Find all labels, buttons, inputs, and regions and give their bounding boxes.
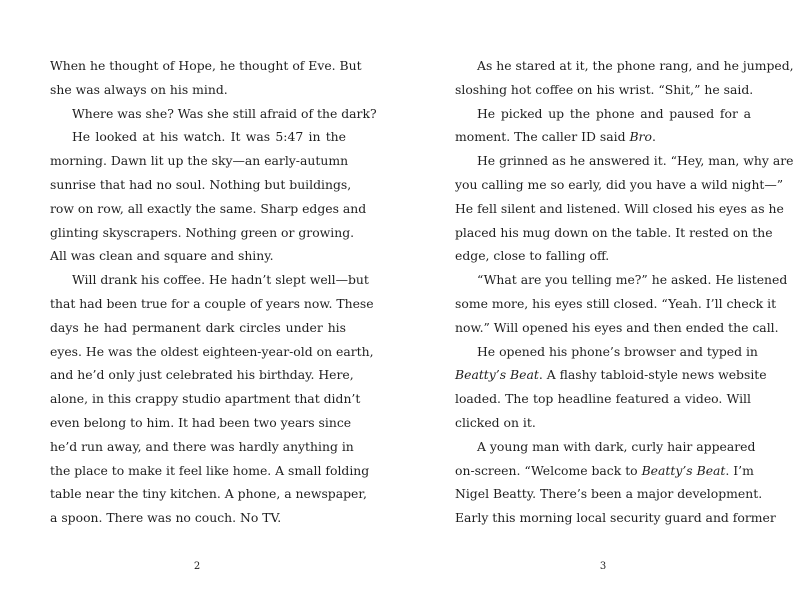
text-line: sloshing hot coffee on his wrist. “Shit,” he said. xyxy=(455,81,754,97)
text-line: she was always on his mind. xyxy=(50,81,228,97)
text-line: He opened his phone’s browser and typed in xyxy=(477,343,758,359)
caller-id-name: Bro xyxy=(629,129,652,145)
text-line: He fell silent and listened. Will closed his eyes as he xyxy=(455,200,784,216)
text-line: As he stared at it, the phone rang, and he jumped, xyxy=(477,58,794,73)
text-line: alone, in this crappy studio apartment that didn’t xyxy=(50,391,361,407)
text-line: table near the tiny kitchen. A phone, a newspaper, xyxy=(50,486,367,502)
text-line: Where was she? Was she still afraid of the dark? xyxy=(72,105,377,121)
text-line: even belong to him. It had been two years since xyxy=(50,414,352,430)
website-name: Beatty’s Beat xyxy=(641,462,726,478)
text-line: edge, close to falling off. xyxy=(455,248,610,264)
text-line: glinting skyscrapers. Nothing green or growing. xyxy=(50,224,355,240)
text-line: moment. The caller ID said Bro. xyxy=(455,129,656,145)
website-name: Beatty’s Beat xyxy=(455,367,539,383)
text-line: sunrise that had no soul. Nothing but buildings, xyxy=(50,176,352,192)
text-line: on-screen. “Welcome back to Beatty’s Beat. I’m xyxy=(455,462,754,478)
text-line: some more, his eyes still closed. “Yeah. I’ll check it xyxy=(455,295,777,311)
page-number: 2 xyxy=(193,561,201,572)
text-line: that had been true for a couple of years now. These xyxy=(50,295,374,311)
text-line: Nigel Beatty. There’s been a major development. xyxy=(455,486,763,502)
text-line: loaded. The top headline featured a video. Will xyxy=(455,391,751,407)
text-line: Beatty’s Beat. A flashy tabloid-style news website xyxy=(455,367,767,383)
text-line: All was clean and square and shiny. xyxy=(50,248,274,264)
text-line: placed his mug down on the table. It rested on the xyxy=(455,224,773,240)
text-line: a spoon. There was no couch. No TV. xyxy=(50,510,282,526)
left-page xyxy=(50,54,377,530)
right-page xyxy=(455,54,794,530)
text-line: “What are you telling me?” he asked. He listened xyxy=(477,272,788,288)
text-line: days he had permanent dark circles under his xyxy=(50,319,346,335)
text-line: he’d run away, and there was hardly anything in xyxy=(50,438,354,454)
text-line: eyes. He was the oldest eighteen-year-old on earth, xyxy=(50,343,374,359)
text-line: He grinned as he answered it. “Hey, man, why are xyxy=(477,153,794,169)
text-line: A young man with dark, curly hair appeared xyxy=(477,438,756,454)
text-line: morning. Dawn lit up the sky—an early-autumn xyxy=(50,153,349,169)
text-line: He picked up the phone and paused for a xyxy=(477,105,751,121)
text-line: When he thought of Hope, he thought of Eve. But xyxy=(50,58,362,73)
text-line: Early this morning local security guard and former xyxy=(455,510,776,526)
text-line: now.” Will opened his eyes and then ended the call. xyxy=(455,319,779,335)
text-line: the place to make it feel like home. A small folding xyxy=(50,462,370,478)
text-line: and he’d only just celebrated his birthday. Here, xyxy=(50,367,354,383)
text-line: row on row, all exactly the same. Sharp edges and xyxy=(50,200,367,216)
text-line: you calling me so early, did you have a wild night—” xyxy=(455,176,784,192)
page-number: 3 xyxy=(599,561,607,572)
text-line: He looked at his watch. It was 5:47 in the xyxy=(72,129,346,145)
text-line: Will drank his coffee. He hadn’t slept well—but xyxy=(72,272,369,288)
text-line: clicked on it. xyxy=(455,414,536,430)
